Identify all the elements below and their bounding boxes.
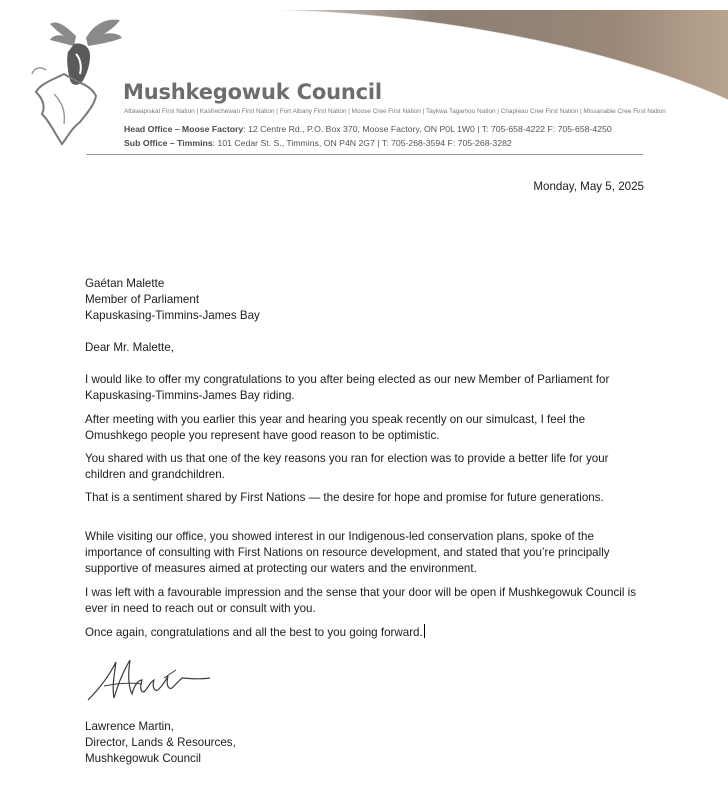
letter-date: Monday, May 5, 2025 bbox=[533, 180, 644, 193]
head-office-address bbox=[124, 124, 612, 134]
signature-block bbox=[85, 719, 236, 767]
final-paragraph-text: Once again, congratulations and all the best to you going forward. bbox=[85, 626, 423, 639]
text-cursor bbox=[424, 624, 425, 638]
moose-logo-icon bbox=[24, 14, 124, 149]
body-paragraph: I would like to offer my congratulations to you after being elected as our new Member of Parliament for Kapuskasing-Timmins-James Bay riding. bbox=[85, 373, 610, 402]
signature-image bbox=[84, 650, 214, 710]
recipient-name: Gaétan Malette bbox=[85, 277, 165, 290]
recipient-title: Member of Parliament bbox=[85, 293, 200, 306]
member-nations: Attawapiskat First Nation | Kashechewan First Nation | Fort Albany First Nation | Moose Cree First Nation | Taykwa Tagamou Nation | Chapleau Cree First Nation | Missanabie Cree First Nation bbox=[124, 108, 666, 115]
sub-office-address bbox=[124, 138, 512, 148]
signer-title: Director, Lands & Resources, bbox=[85, 736, 236, 749]
body-paragraph: I was left with a favourable impression and the sense that your door will be open if Mushkegowuk Council is ever in need to reach out or consult with you. bbox=[85, 586, 636, 615]
salutation: Dear Mr. Malette, bbox=[85, 341, 174, 354]
org-name: Mushkegowuk Council bbox=[123, 80, 382, 104]
body-paragraph: That is a sentiment shared by First Nations — the desire for hope and promise for future generations. bbox=[85, 491, 604, 504]
sub-office-label: Sub Office – Timmins bbox=[124, 138, 213, 148]
body-paragraph: You shared with us that one of the key reasons you ran for election was to provide a better life for your children and grandchildren. bbox=[85, 452, 609, 481]
body-paragraph: After meeting with you earlier this year and hearing you speak recently on our simulcast, I feel the Omushkego people you represent have good reason to be optimistic. bbox=[85, 413, 586, 442]
head-office-text: : 12 Centre Rd., P.O. Box 370, Moose Factory, ON P0L 1W0 | T: 705-658-4222 F: 705-658-4250 bbox=[243, 124, 612, 134]
body-paragraph-final[interactable] bbox=[85, 624, 650, 641]
head-office-label: Head Office – Moose Factory bbox=[124, 124, 244, 134]
signer-org: Mushkegowuk Council bbox=[85, 752, 201, 765]
body-paragraph: While visiting our office, you showed interest in our Indigenous-led conservation plans, spoke of the importance of consulting with First Nations on resource development, and stated that you’re principally supportive of measures aimed at protecting our waters and the environment. bbox=[85, 530, 610, 575]
sub-office-text: : 101 Cedar St. S., Timmins, ON P4N 2G7 | T: 705-268-3594 F: 705-268-3282 bbox=[212, 138, 512, 148]
recipient-riding: Kapuskasing-Timmins-James Bay bbox=[85, 309, 260, 322]
recipient-block bbox=[85, 276, 260, 324]
header-divider bbox=[86, 154, 643, 155]
signer-name: Lawrence Martin, bbox=[85, 720, 174, 733]
